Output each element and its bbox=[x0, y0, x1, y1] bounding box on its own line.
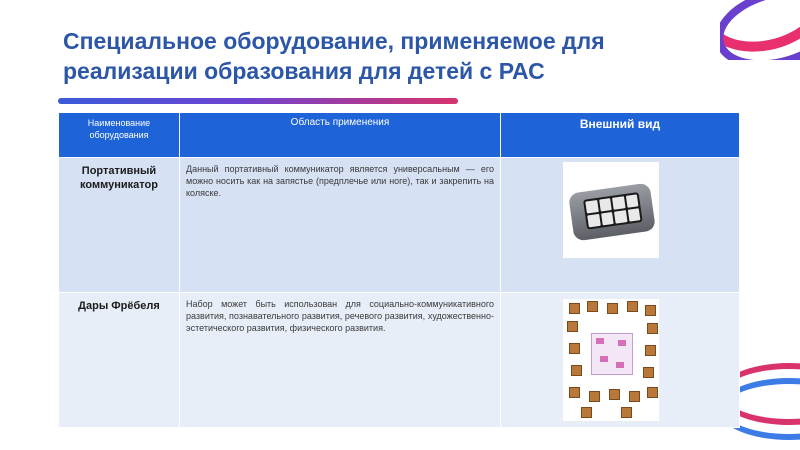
header-equipment-name: Наименование оборудования bbox=[59, 113, 180, 158]
froebel-gifts-image bbox=[563, 299, 659, 421]
portable-communicator-image bbox=[563, 162, 659, 258]
table-row bbox=[59, 293, 740, 428]
decorative-swoosh-top bbox=[720, 0, 800, 60]
title-underline-bar bbox=[58, 98, 458, 104]
header-appearance: Внешний вид bbox=[501, 113, 740, 158]
slide-title: Специальное оборудование, применяемое для реализации образования для детей с РАС bbox=[63, 28, 605, 84]
equipment-image-cell bbox=[501, 293, 740, 428]
table-header-row bbox=[59, 113, 740, 158]
equipment-name-cell: Портативный коммуникатор bbox=[59, 158, 180, 293]
equipment-image-cell bbox=[501, 158, 740, 293]
equipment-description-cell: Данный портативный коммуникатор является универсальным — его можно носить как на запястье (предплечье или ноге), так и закрепить на коляске. bbox=[180, 158, 501, 293]
header-application-area: Область применения bbox=[180, 113, 501, 158]
equipment-description-cell: Набор может быть использован для социально-коммуникативного развития, познавательного развития, речевого развития, художественно-эстетического развития, физического развития. bbox=[180, 293, 501, 428]
equipment-table bbox=[58, 112, 740, 428]
equipment-name-cell: Дары Фрёбеля bbox=[59, 293, 180, 428]
table-row bbox=[59, 158, 740, 293]
